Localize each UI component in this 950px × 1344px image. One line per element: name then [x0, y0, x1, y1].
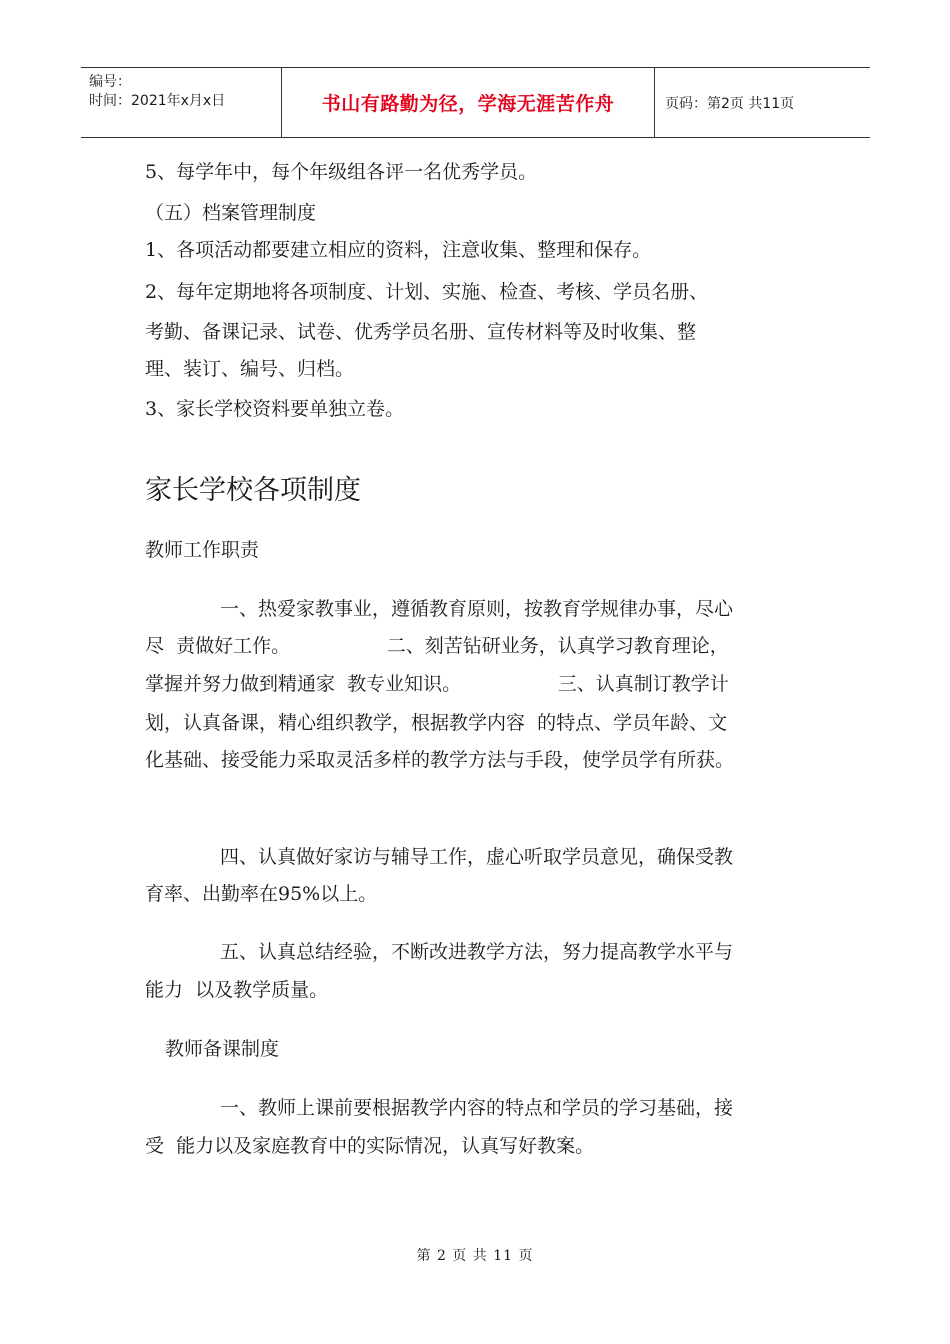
- archive-item-2-line-3: 理、装订、编号、归档。: [145, 358, 355, 380]
- serial-label: 编号：: [89, 74, 131, 90]
- duties-p1-line-2: 尽 责做好工作。 二、刻苦钻研业务，认真学习教育理论，: [145, 635, 729, 657]
- header-motto: 书山有路勤为径，学海无涯苦作舟: [282, 68, 655, 137]
- duties-p5-line-2: 能力 以及教学质量。: [145, 979, 329, 1001]
- item-5: 5、每学年中，每个年级组各评一名优秀学员。: [145, 161, 538, 183]
- header-page-info: 页码：第2页 共11页: [665, 95, 795, 112]
- archive-item-3: 3、家长学校资料要单独立卷。: [145, 398, 405, 420]
- duties-p4-line-1: 四、认真做好家访与辅导工作，虚心听取学员意见，确保受教: [220, 846, 734, 868]
- main-title: 家长学校各项制度: [145, 475, 361, 506]
- archive-item-2-line-2: 考勤、备课记录、试卷、优秀学员名册、宣传材料等及时收集、整: [145, 321, 697, 343]
- archive-item-1: 1、各项活动都要建立相应的资料，注意收集、整理和保存。: [145, 239, 652, 261]
- archive-item-2-line-1: 2、每年定期地将各项制度、计划、实施、检查、考核、学员名册、: [145, 281, 709, 303]
- duties-p1-line-4: 划，认真备课，精心组织教学，根据教学内容 的特点、学员年龄、文: [145, 712, 728, 734]
- duties-p1-line-1: 一、热爱家教事业，遵循教育原则，按教育学规律办事，尽心: [220, 598, 734, 620]
- duties-p1-line-5: 化基础、接受能力采取灵活多样的教学方法与手段，使学员学有所获。: [145, 749, 735, 771]
- prep-p1-line-1: 一、教师上课前要根据教学内容的特点和学员的学习基础，接: [220, 1097, 734, 1119]
- section-heading-archives: （五）档案管理制度: [145, 202, 317, 224]
- page-footer: 第 2 页 共 11 页: [416, 1248, 534, 1264]
- duties-heading: 教师工作职责: [145, 539, 260, 561]
- duties-p1-line-3: 掌握并努力做到精通家 教专业知识。 三、认真制订教学计: [145, 673, 729, 695]
- prep-p1-line-2: 受 能力以及家庭教育中的实际情况，认真写好教案。: [145, 1135, 595, 1157]
- duties-p4-line-2: 育率、出勤率在95%以上。: [145, 883, 378, 905]
- duties-p5-line-1: 五、认真总结经验，不断改进教学方法，努力提高教学水平与: [220, 941, 734, 963]
- header-meta: [81, 68, 282, 137]
- prep-heading: 教师备课制度: [165, 1038, 280, 1060]
- page-header: [81, 67, 870, 138]
- time-label: 时间：2021年x月x日: [89, 93, 226, 109]
